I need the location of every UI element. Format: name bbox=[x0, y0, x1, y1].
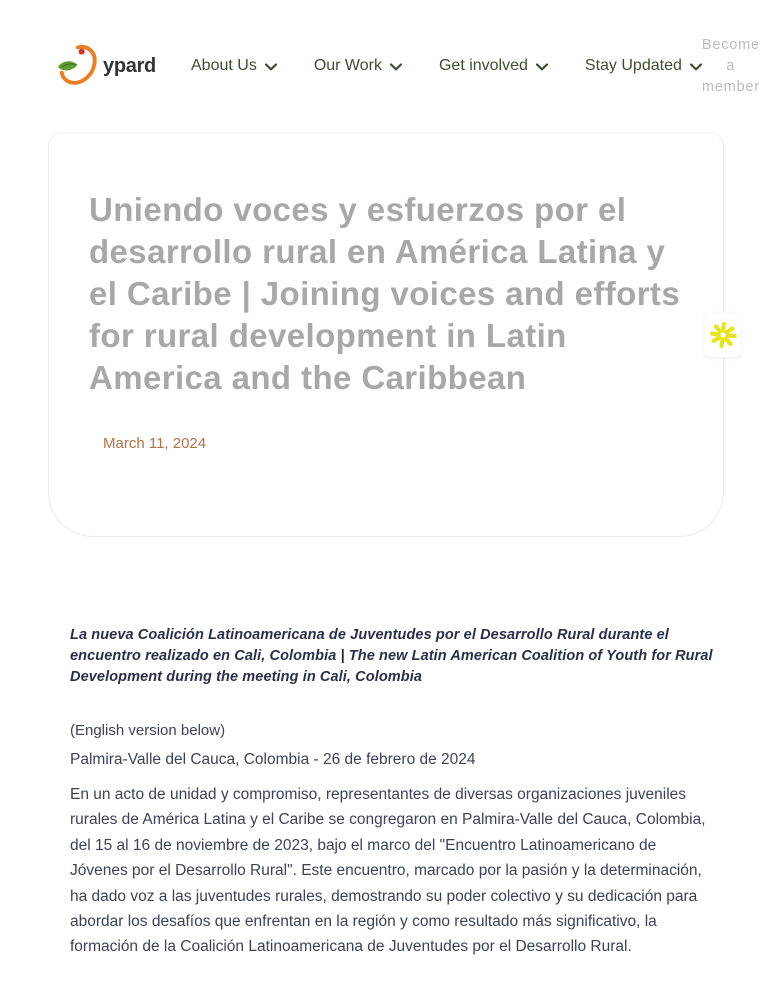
page-title-line: Uniendo voces y esfuerzos por el bbox=[89, 191, 627, 228]
article-dateline: Palmira-Valle del Cauca, Colombia - 26 de febrero de 2024 bbox=[70, 751, 476, 768]
article-body bbox=[70, 625, 718, 960]
chevron-down-icon bbox=[265, 63, 277, 71]
hero-card bbox=[48, 132, 724, 537]
nav-about-us-label: About Us bbox=[191, 57, 257, 74]
english-version-note: (English version below) bbox=[70, 722, 226, 739]
nav-about-us[interactable] bbox=[191, 57, 277, 75]
nav-stay-updated-label: Stay Updated bbox=[584, 57, 682, 74]
nav-our-work[interactable] bbox=[314, 57, 402, 75]
main-nav bbox=[191, 57, 702, 75]
chevron-down-icon bbox=[536, 63, 548, 71]
chevron-down-icon bbox=[390, 63, 402, 71]
page-title-line: America and the Caribbean bbox=[89, 359, 527, 396]
page-title-line: desarrollo rural en América Latina y bbox=[89, 233, 666, 270]
nav-stay-updated[interactable] bbox=[585, 57, 702, 75]
chevron-down-icon bbox=[690, 63, 702, 71]
article-paragraph: En un acto de unidad y compromiso, representantes de diversas organizaciones juveniles rurales de América Latina y el Caribe se congregaron en Palmira-Valle del Cauca, Colombia, del 15 al 16 de noviembre de 2023, bajo el marco del "Encuentro Latinoamericano de Jóvenes por el Desarrollo Rural". Este encuentro, marcado por la pasión y la determinación, ha dado voz a las juventudes rurales, demostrando su poder colectivo y su dedicación para abordar los desafíos que enfrentan en la región y como resultado más significativo, la formación de la Coalición Latinoamericana de Juventudes por el Desarrollo Rural. bbox=[70, 786, 706, 956]
image-caption: La nueva Coalición Latinoamericana de Juventudes por el Desarrollo Rural durante el encuentro realizado en Cali, Colombia | The new Latin American Coalition of Youth for Rural Development during the meeting in Cali, Colombia bbox=[70, 627, 713, 685]
nav-our-work-label: Our Work bbox=[313, 57, 382, 74]
nav-get-involved[interactable] bbox=[439, 57, 548, 75]
ypard-logo-text: ypard bbox=[103, 54, 156, 77]
ypard-logo[interactable] bbox=[55, 41, 156, 91]
ypard-logo-icon bbox=[55, 41, 99, 91]
nav-get-involved-label: Get involved bbox=[438, 57, 528, 74]
site-header bbox=[0, 0, 773, 132]
bloom-badge bbox=[704, 313, 741, 357]
page-title bbox=[89, 189, 723, 399]
publish-date: March 11, 2024 bbox=[103, 435, 207, 452]
yellow-asterisk-bloom-icon bbox=[709, 321, 737, 349]
page-title-line: for rural development in Latin bbox=[89, 317, 567, 354]
page-title-line: el Caribe | Joining voices and efforts bbox=[89, 275, 681, 312]
become-member-link[interactable]: Become a member bbox=[701, 36, 760, 95]
